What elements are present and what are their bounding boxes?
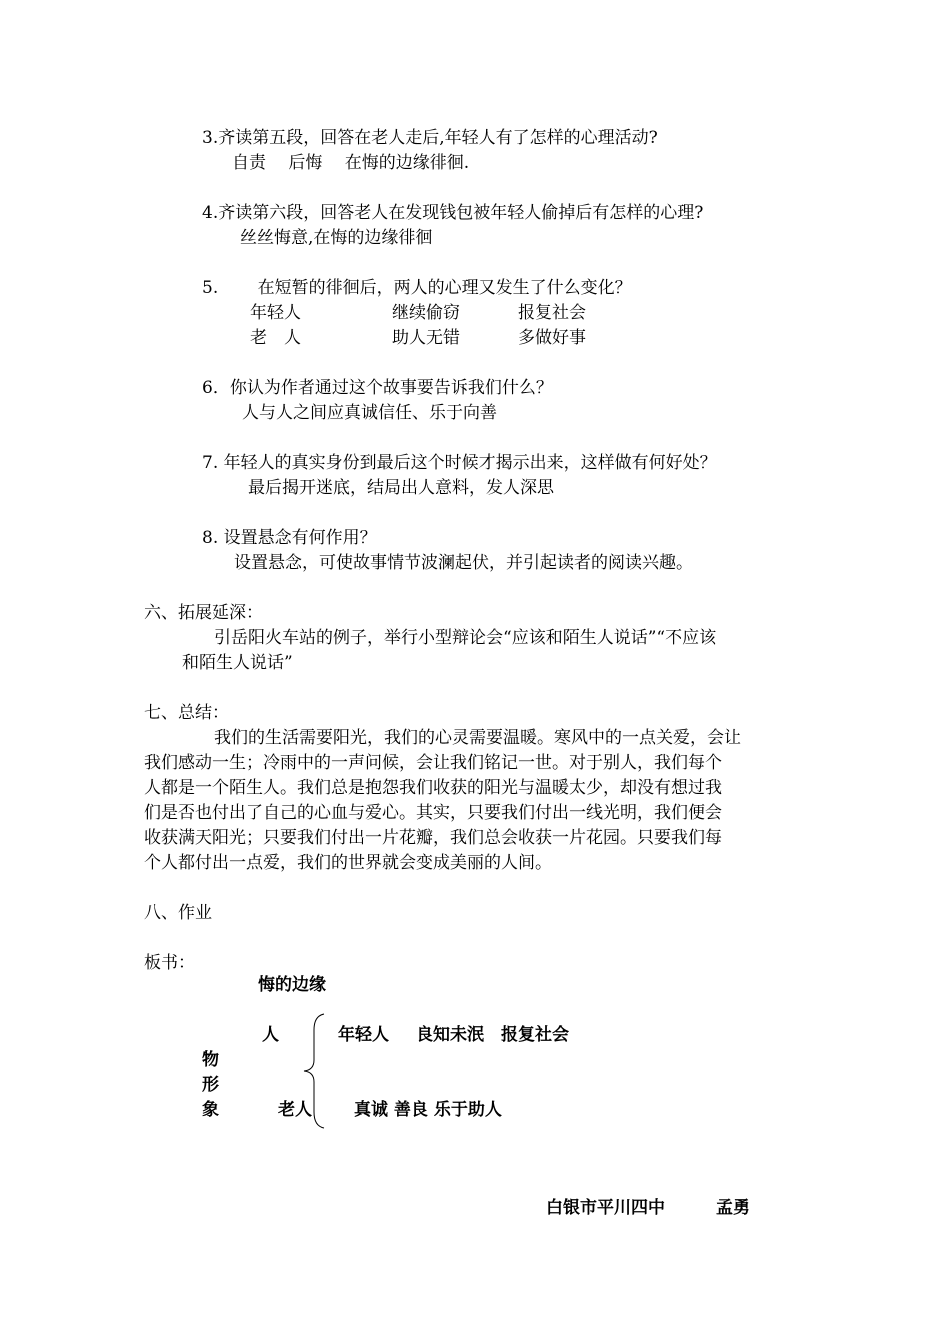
question-3: 3.齐读第五段，回答在老人走后,年轻人有了怎样的心理活动? <box>202 128 658 148</box>
board-old-traits: 真诚 善良 乐于助人 <box>354 1100 502 1120</box>
answer-7: 最后揭开迷底，结局出人意料，发人深思 <box>248 478 554 498</box>
q5-old-col2: 多做好事 <box>518 328 586 348</box>
question-5: 5. 在短暂的徘徊后，两人的心理又发生了什么变化？ <box>202 278 632 298</box>
section7-title: 七、总结： <box>144 703 229 723</box>
section7-line-4: 们是否也付出了自己的心血与爱心。其实，只要我们付出一线光明，我们便会 <box>144 803 722 823</box>
board-young-who: 年轻人 <box>338 1025 389 1045</box>
signature-school: 白银市平川四中 <box>546 1198 665 1218</box>
section8-title: 八、作业 <box>144 903 212 923</box>
board-young-traits: 良知未泯 报复社会 <box>416 1025 569 1045</box>
section7-line-2: 我们感动一生；冷雨中的一声问候，会让我们铭记一世。对于别人，我们每个 <box>144 753 722 773</box>
answer-8: 设置悬念，可使故事情节波澜起伏，并引起读者的阅读兴趣。 <box>234 553 693 573</box>
section7-line-1: 我们的生活需要阳光，我们的心灵需要温暖。寒风中的一点关爱，会让 <box>214 728 741 748</box>
question-8: 8. 设置悬念有何作用？ <box>202 528 377 548</box>
board-title: 悔的边缘 <box>258 975 326 995</box>
q5-young-label: 年轻人 <box>250 303 301 323</box>
board-label: 板书： <box>144 953 195 973</box>
question-4: 4.齐读第六段，回答老人在发现钱包被年轻人偷掉后有怎样的心理? <box>202 203 704 223</box>
q5-old-col1: 助人无错 <box>392 328 460 348</box>
board-side-1: 物 <box>202 1050 219 1070</box>
section7-line-6: 个人都付出一点爱，我们的世界就会变成美丽的人间。 <box>144 853 552 873</box>
q5-young-col1: 继续偷窃 <box>392 303 460 323</box>
signature-author: 孟勇 <box>716 1198 750 1218</box>
answer-4: 丝丝悔意,在悔的边缘徘徊 <box>240 228 433 248</box>
section7-line-3: 人都是一个陌生人。我们总是抱怨我们收获的阳光与温暖太少，却没有想过我 <box>144 778 722 798</box>
section6-line-2: 和陌生人说话” <box>182 653 293 673</box>
section6-title: 六、拓展延深： <box>144 603 263 623</box>
q5-old-label: 老 人 <box>250 328 301 348</box>
q5-young-col2: 报复社会 <box>518 303 586 323</box>
answer-3: 自责 后悔 在悔的边缘徘徊. <box>232 153 470 173</box>
board-ren: 人 <box>262 1025 279 1045</box>
question-6: 6．你认为作者通过这个故事要告诉我们什么？ <box>202 378 553 398</box>
question-7: 7. 年轻人的真实身份到最后这个时候才揭示出来，这样做有何好处？ <box>202 453 717 473</box>
answer-6: 人与人之间应真诚信任、乐于向善 <box>242 403 497 423</box>
section7-line-5: 收获满天阳光；只要我们付出一片花瓣，我们总会收获一片花园。只要我们每 <box>144 828 722 848</box>
section6-line-1: 引岳阳火车站的例子，举行小型辩论会“应该和陌生人说话”“不应该 <box>214 628 717 648</box>
board-side-2: 形 <box>202 1075 219 1095</box>
board-old-who: 老人 <box>278 1100 312 1120</box>
board-side-3: 象 <box>202 1100 219 1120</box>
